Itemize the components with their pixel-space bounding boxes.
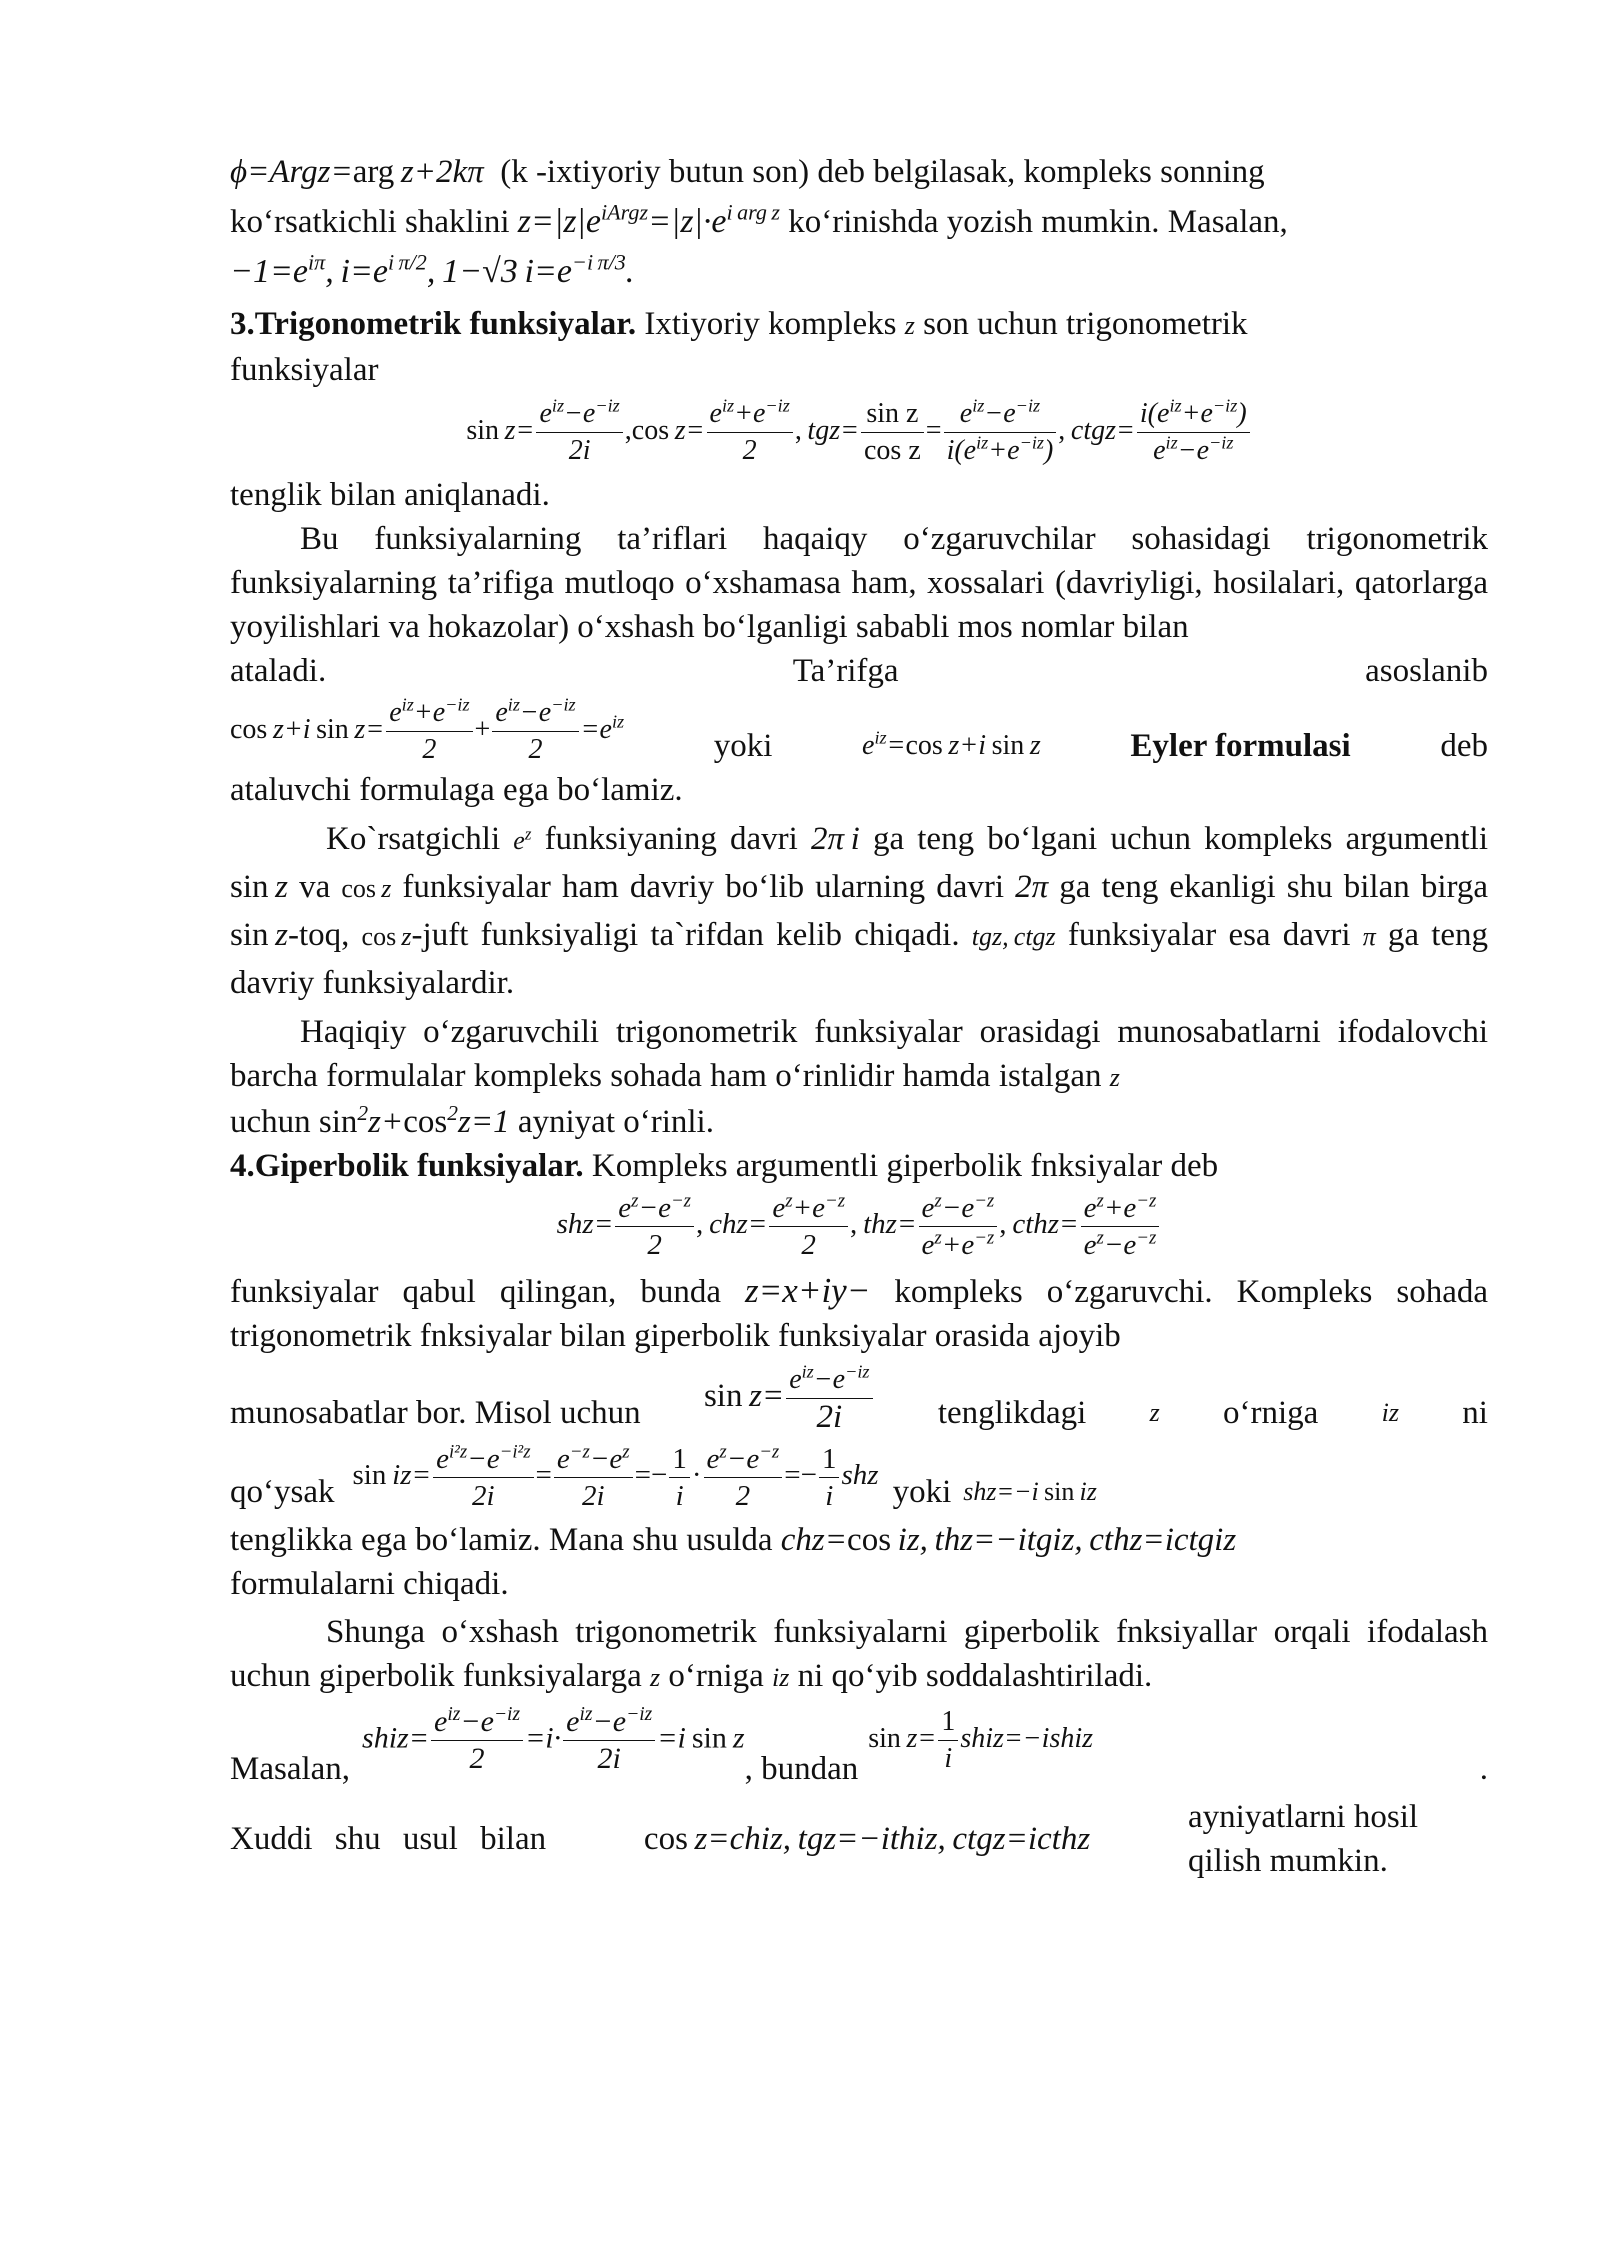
section-4-heading [230, 1144, 1488, 1188]
formula-argz: ϕ=Argz=arg z+2kπ [230, 154, 484, 190]
text-korinishda: ko‘rinishda yozish mumkin. Masalan, [788, 204, 1288, 240]
text-xuddi: Xuddi shu usul bilan [230, 1821, 547, 1857]
paragraph-shunga [230, 1610, 1488, 1700]
text-period: . [1479, 1751, 1488, 1787]
text-p7: ga teng [1059, 869, 1159, 905]
text-ni: ni [1462, 1395, 1488, 1431]
formula-cosz-2: cos z [361, 922, 412, 951]
text-kompleks-argumentli: Kompleks argumentli giperbolik fnksiyalar deb [591, 1148, 1219, 1184]
text-p6: funksiyalar ham davriy bo‘lib ularning davri [402, 869, 1005, 905]
text-tarifga: Ta’rifga [792, 653, 899, 689]
text-korsatkichli: ko‘rsatkichli shaklini [230, 204, 510, 240]
text-uchun: uchun [230, 1104, 311, 1140]
text-tenglikdagi: tenglikdagi [937, 1395, 1087, 1431]
formula-hyperbolic-definitions: shz= $\frac{e^z-e^{-z}}{2}$ , chz= $\frac{e^z+e^{-z}}{2}$ , thz= $\frac{e^z-e^{-z}}{e^z+e^{-z}}$ , cthz= $\frac{e^z+e^{-z}}{e^z-e^{-z}}$ [230, 1190, 1488, 1263]
formula-identity: $\sin^2z+\cos^2z=1$ [318, 1101, 510, 1140]
formula-cosz: cos z [341, 874, 392, 903]
formula-sinz: sin z [230, 869, 288, 905]
text-tenglik-bilan: tenglik bilan aniqlanadi. [230, 477, 550, 513]
text-ayniyatlarni: ayniyatlarni hosil qilish mumkin. [1188, 1799, 1419, 1879]
formula-sinz-2: sin z [230, 917, 288, 953]
section-3-title: 3.Trigonometrik funksiyalar. [230, 306, 637, 342]
section-4-title: 4.Giperbolik funksiyalar. [230, 1148, 584, 1184]
paragraph-period [230, 816, 1488, 1006]
var-z-4: z [650, 1663, 661, 1692]
line-qoysak [230, 1441, 1488, 1514]
var-iz: iz [1381, 1398, 1399, 1427]
text-eyler-formulasi: Eyler formulasi [1130, 728, 1351, 764]
paragraph-examples [230, 250, 1488, 302]
formula-z-xiy: z=x+iy− [745, 1271, 871, 1310]
text-asoslanib: asoslanib [1365, 653, 1488, 689]
var-z-2: z [1109, 1063, 1120, 1092]
text-kompleks-ozgaruvchi: kompleks o‘zgaruvchi. Kompleks sohada trigonometrik fnksiyalar bilan giperbolik funksiyalar orasida ajoyib [230, 1274, 1489, 1354]
line-euler [230, 695, 1488, 768]
formula-2pi: 2π [1015, 869, 1049, 905]
text-p11: funksiyalar esa davri [1067, 917, 1351, 953]
formula-exp-form: $z=|z|e^{iArgz}=|z|\cdot e^{i arg z}$ [517, 199, 780, 240]
text-def-body: Bu funksiyalarning ta’riflari haqaiqy o‘zgaruvchilar sohasidagi trigonometrik funksiyalarning ta’rifiga mutloqo o‘xshamasa ham, xossalari (davriyligi, hosilalari, qatorlarga yoyilishlari va hokazolar) o‘xshash bo‘lganligi sababli mos nomlar bilan [230, 521, 1488, 645]
text-deb: deb [1440, 728, 1488, 764]
paragraph-exp-form [230, 200, 1488, 244]
text-shunga: Shunga o‘xshash trigonometrik funksiyalarni giperbolik fnksiyallar orqali ifodalash uchun giperbolik funksiyalarga [230, 1614, 1488, 1694]
text-yoki-2: yoki [892, 1474, 952, 1510]
text-formulalarni: formulalarni chiqadi. [230, 1566, 509, 1602]
formula-examples: $-1=e^{i\pi}$, $i=e^{i \pi/2}$, 1−√3 $i=e^{-i \pi/3}$. [230, 249, 635, 290]
formula-shiz: shiz= $\frac{e^{iz}-e^{-iz}}{2}$ =i· $\frac{e^{iz}-e^{-iz}}{2i}$ =i sin z [362, 1704, 745, 1775]
document-page [230, 150, 1488, 1883]
paragraph-funksiyalar-qabul [230, 1269, 1488, 1358]
text-p10: -juft funksiyaligi ta`rifdan kelib chiqadi. [411, 917, 960, 953]
line-masalan [230, 1704, 1488, 1791]
formula-shz-sin: shz=−i sin iz [963, 1477, 1097, 1506]
text-orniga: o‘rniga [1223, 1395, 1319, 1431]
paragraph-real [230, 1010, 1488, 1144]
text-ataluvchi: ataluvchi formulaga ega bo‘lamiz. [230, 772, 683, 808]
paragraph-result [230, 1518, 1488, 1606]
text-funksiyalar: funksiyalar [230, 352, 379, 388]
text-bundan: , bundan [744, 1751, 859, 1787]
text-real-body: Haqiqiy o‘zgaruvchili trigonometrik funksiyalar orasidagi munosabatlarni ifodalovchi barcha formulalar kompleks sohada ham o‘rinlidir hamda istalgan [230, 1014, 1488, 1094]
var-z-3: z [1149, 1398, 1160, 1427]
text-qoysak: qo‘ysak [230, 1474, 335, 1510]
text-p1: Ko`rsatgichli [326, 821, 501, 857]
var-iz-2: iz [771, 1663, 790, 1692]
text-p5: va [299, 869, 331, 905]
text-qabul: funksiyalar qabul qilingan, bunda [230, 1274, 721, 1310]
text-p4: argumentli [1345, 821, 1489, 857]
text-munosabatlar: munosabatlar bor. Misol uchun [230, 1395, 641, 1431]
text-p2: funksiyaning davri [544, 821, 798, 857]
text-p3: ga teng bo‘lgani uchun kompleks [872, 821, 1333, 857]
paragraph-definitions [230, 517, 1488, 649]
text-ixtiyoriy: (k -ixtiyoriy butun son) deb belgilasak, kompleks sonning [500, 154, 1265, 190]
formula-euler: $e^{iz}=\cos$ z+i sin z [862, 727, 1041, 761]
text-yoki: yoki [713, 728, 773, 764]
formula-tgz-ctgz: tgz, ctgz [971, 922, 1056, 951]
text-p9: -toq, [287, 917, 350, 953]
formula-2pi-i: 2π i [811, 821, 860, 857]
formula-sin-iz: sin iz= $\frac{e^{i^2z}-e^{-i^2z}}{2i}$ = $\frac{e^{-z}-e^z}{2i}$ =− $\frac{1}{i}$ · $\frac{e^z-e^{-z}}{2}$ =− $\frac{1}{i}$ shz [352, 1441, 879, 1512]
formula-euler-derivation: cos z+i sin z= $\frac{e^{iz}+e^{-iz}}{2}$ + $\frac{e^{iz}-e^{-iz}}{2}$ $=e^{iz}$ [230, 694, 625, 765]
text-ixtiyoriy-kompleks: Ixtiyoriy kompleks [644, 306, 897, 342]
text-son-uchun: son uchun trigonometrik [923, 306, 1248, 342]
formula-sin-shiz: sin z= $\frac{1}{i}$ shiz=−ishiz [868, 1706, 1094, 1774]
text-orniga-2: o‘rniga [668, 1658, 764, 1694]
formula-sinz-def: sin z= $\frac{e^{iz}-e^{-iz}}{2i}$ [704, 1362, 875, 1435]
formula-trig-definitions: sin z= $\frac{e^{iz}-e^{-iz}}{2i}$ ,cos z= $\frac{e^{iz}+e^{-iz}}{2}$ , tgz= $\frac{\text{sin z}}{\text{cos z}}$ = $\frac{e^{iz}-e^{-iz}}{i(e^{iz}+e^{-iz})}$ , ctgz= $\frac{i(e^{iz}+e^{-iz})}{e^{iz}-e^{-iz}}$ [230, 396, 1488, 469]
text-masalan: Masalan, [230, 1751, 351, 1787]
text-ataladi: ataladi. [230, 653, 327, 689]
text-p12: ga teng davriy funksiyalardir. [230, 917, 1489, 1001]
text-tenglikka: tenglikka ega bo‘lamiz. Mana shu usulda [230, 1522, 773, 1558]
var-z: z [904, 311, 915, 340]
paragraph-argz [230, 150, 1488, 194]
formula-chz-thz: chz=cos iz, thz=−itgiz, cthz=ictgiz [780, 1522, 1237, 1558]
text-ayniyat: ayniyat o‘rinli. [517, 1104, 714, 1140]
formula-ez: $e^z$ [513, 824, 532, 855]
section-3-heading [230, 302, 1488, 392]
line-misol [230, 1362, 1488, 1435]
formula-pi: π [1362, 922, 1376, 951]
text-p8: ekanligi shu bilan birga [1169, 869, 1489, 905]
formula-final: cos z=chiz, tgz=−ithiz, ctgz=icthz [643, 1821, 1091, 1857]
text-soddalashtiriladi: ni qo‘yib soddalashtiriladi. [797, 1658, 1153, 1694]
line-xuddi [230, 1795, 1488, 1883]
line-ataladi [230, 649, 1488, 693]
